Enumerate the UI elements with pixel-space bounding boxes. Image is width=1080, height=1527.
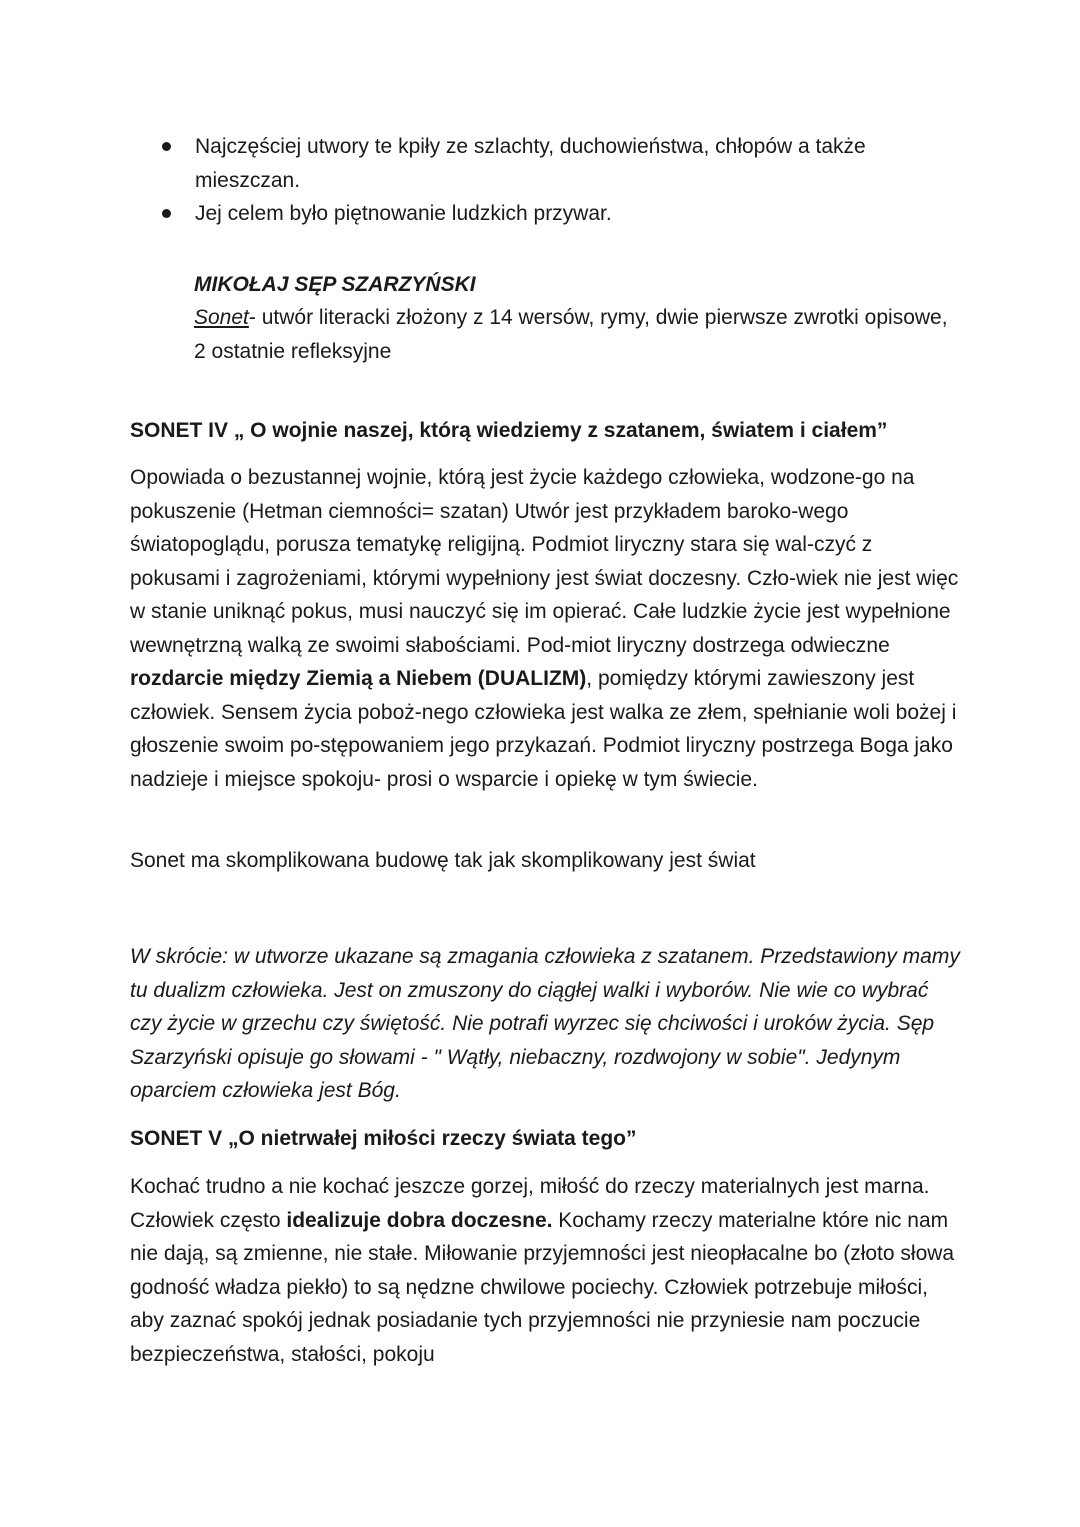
sonet4-summary: W skrócie: w utworze ukazane są zmagania człowieka z szatanem. Przedstawiony mamy tu dualizm człowieka. Jest on zmuszony do ciągłej walki i wyborów. Nie wie co wybrać czy życie w grzechu czy świętość. Nie potrafi wyrzec się chciwości i uroków życia. Sęp Szarzyński opisuje go słowami - " Wątły, niebaczny, rozdwojony w sobie". Jedynym oparciem człowieka jest Bóg. (130, 945, 960, 1102)
list-item: Najczęściej utwory te kpiły ze szlachty, duchowieństwa, chłopów a także mieszczan. (162, 130, 962, 197)
author-heading: MIKOŁAJ SĘP SZARZYŃSKI (194, 273, 476, 296)
sonet4-text-a: Opowiada o bezustannej wojnie, którą jest życie każdego człowieka, wodzone-go na pokuszenie (Hetman ciemności= szatan) Utwór jest przykładem baroko-wego światopoglądu, porusza tematykę religijną. Podmiot liryczny stara się wal-czyć z pokusami i zagrożeniami, którymi wypełniony jest świat doczesny. Czło-wiek nie jest więc w stanie uniknąć pokus, musi nauczyć się im opierać. Całe ludzkie życie jest wypełnione wewnętrzną walką ze swoimi słabościami. Pod-miot liryczny dostrzega odwieczne (130, 466, 959, 657)
sonet-definition (194, 301, 964, 368)
sonet4-text-b: , pomiędzy którymi zawieszony jest człowiek. Sensem życia poboż-nego człowieka jest walka ze złem, spełnianie woli bożej i głoszenie swoim po-stępowaniem jego przykazań. Podmiot liryczny postrzega Boga jako nadzieje i miejsce spokoju- prosi o wsparcie i opiekę w tym świecie. (130, 667, 957, 791)
sonet-term: Sonet (194, 306, 249, 329)
sonet5-heading: SONET V „O nietrwałej miłości rzeczy świata tego” (130, 1127, 637, 1150)
bullet-list (162, 130, 962, 231)
list-item: Jej celem było piętnowanie ludzkich przywar. (162, 197, 962, 231)
sonet5-bold: idealizuje dobra doczesne. (286, 1208, 553, 1232)
sonet5-paragraph (130, 1170, 960, 1371)
sonet4-heading: SONET IV „ O wojnie naszej, którą wiedziemy z szatanem, światem i ciałem” (130, 419, 888, 442)
sonet5-text-b: Kochamy rzeczy materialne które nic nam nie dają, są zmienne, nie stałe. Miłowanie przyjemności jest nieopłacalne bo (złoto słowa godność władza piekło) to są nędzne chwilowe pociechy. Człowiek potrzebuje miłości, aby zaznać spokój jednak posiadanie tych przyjemności nie przyniesie nam poczucie bezpieczeństwa, stałości, pokoju (130, 1208, 955, 1366)
sonet4-paragraph (130, 461, 960, 796)
sonet4-bold: rozdarcie między Ziemią a Niebem (DUALIZM) (130, 667, 587, 690)
sonet-definition-text: - utwór literacki złożony z 14 wersów, rymy, dwie pierwsze zwrotki opisowe, 2 ostatnie refleksyjne (194, 306, 948, 363)
sonet4-note: Sonet ma skomplikowana budowę tak jak skomplikowany jest świat (130, 849, 756, 872)
sonet5-text-a: Kochać trudno a nie kochać jeszcze gorzej, miłość do rzeczy materialnych jest marna. Człowiek często (130, 1175, 930, 1232)
